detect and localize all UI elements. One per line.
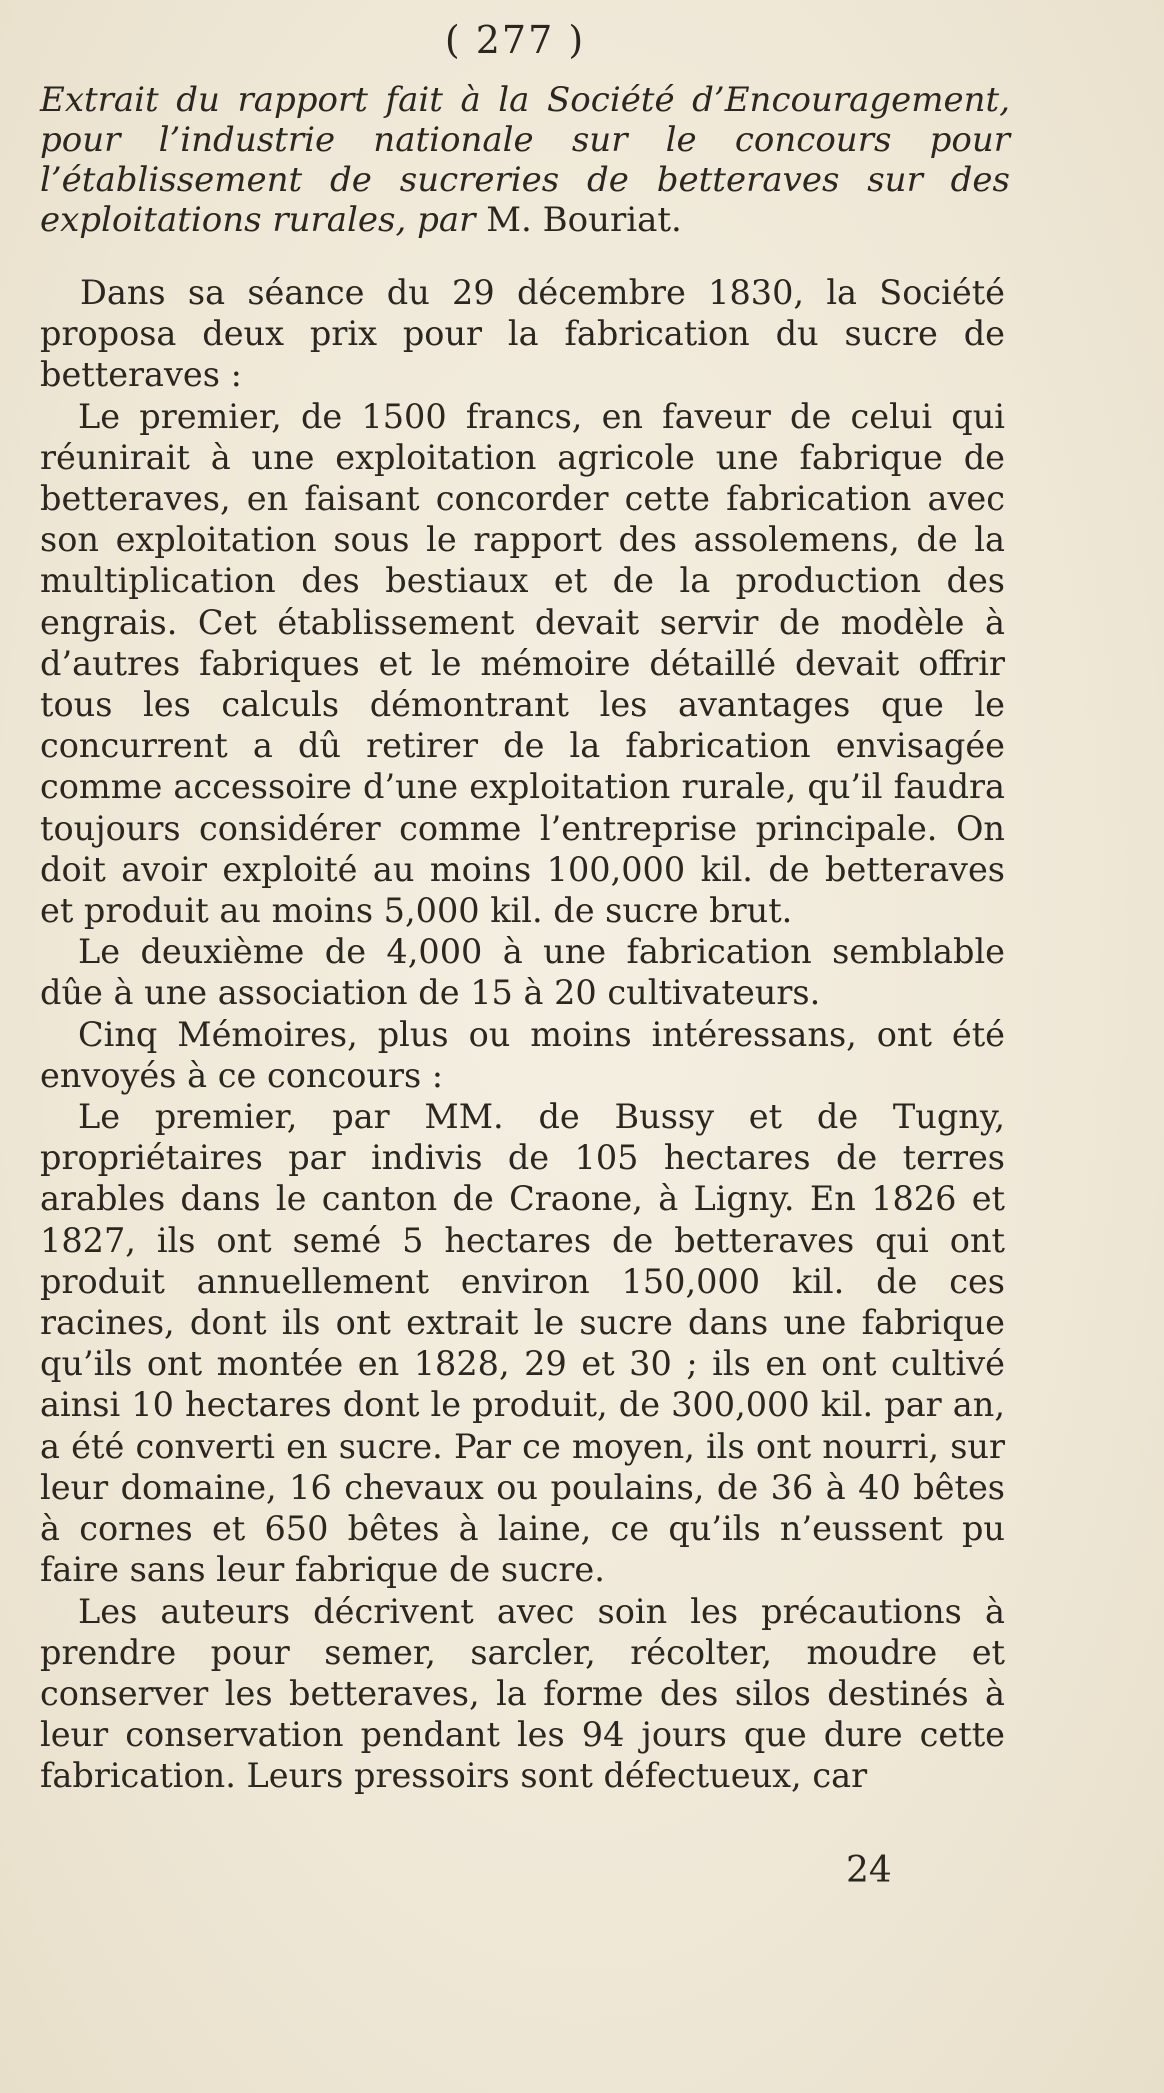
paragraph-4: Cinq Mémoires, plus ou moins intéressans, ont été envoyés à ce concours : [40,1014,1005,1095]
paragraph-6: Les auteurs décrivent avec soin les précautions à prendre pour semer, sarcler, récolter, moudre et conserver les betteraves, la forme des silos destinés à leur conservation pendant les 94 jours que dure cette fabrication. Leurs pressoirs sont défectueux, car [40,1591,1005,1796]
paragraph-1: Dans sa séance du 29 décembre 1830, la Société proposa deux prix pour la fabrication du sucre de betteraves : [40,273,1005,395]
article-title: Extrait du rapport fait à la Société d’Encouragement, pour l’industrie nationale sur le concours pour l’établissement de sucreries de betteraves sur des exploitations rurales, par [40,80,1010,240]
page-number: ( 277 ) [444,18,586,62]
article-heading [40,80,1010,240]
paragraph-3: Le deuxième de 4,000 à une fabrication semblable dûe à une association de 15 à 20 cultivateurs. [40,932,1005,1013]
paragraph-2: Le premier, de 1500 francs, en faveur de celui qui réunirait à une exploitation agricole une fabrique de betteraves, en faisant concorder cette fabrication avec son exploitation sous le rapport des assolemens, de la multiplication des bestiaux et de la production des engrais. Cet établissement devait servir de modèle à d’autres fabriques et le mémoire détaillé devait offrir tous les calculs démontrant les avantages que le concurrent a dû retirer de la fabrication envisagée comme accessoire d’une exploitation rurale, qu’il faudra toujours considérer comme l’entreprise principale. On doit avoir exploité au moins 100,000 kil. de betteraves et produit au moins 5,000 kil. de sucre brut. [40,396,1005,931]
paragraph-5: Le premier, par MM. de Bussy et de Tugny, propriétaires par indivis de 105 hectares de terres arables dans le canton de Craone, à Ligny. En 1826 et 1827, ils ont semé 5 hectares de betteraves qui ont produit annuellement environ 150,000 kil. de ces racines, dont ils ont extrait le sucre dans une fabrique qu’ils ont montée en 1828, 29 et 30 ; ils en ont cultivé ainsi 10 hectares dont le produit, de 300,000 kil. par an, a été converti en sucre. Par ce moyen, ils ont nourri, sur leur domaine, 16 chevaux ou poulains, de 36 à 40 bêtes à cornes et 650 bêtes à laine, ce qu’ils n’eussent pu faire sans leur fabrique de sucre. [40,1097,1005,1590]
signature-mark: 24 [846,1850,892,1891]
article-author: M. Bouriat. [486,200,682,240]
article-body [40,272,1005,1797]
